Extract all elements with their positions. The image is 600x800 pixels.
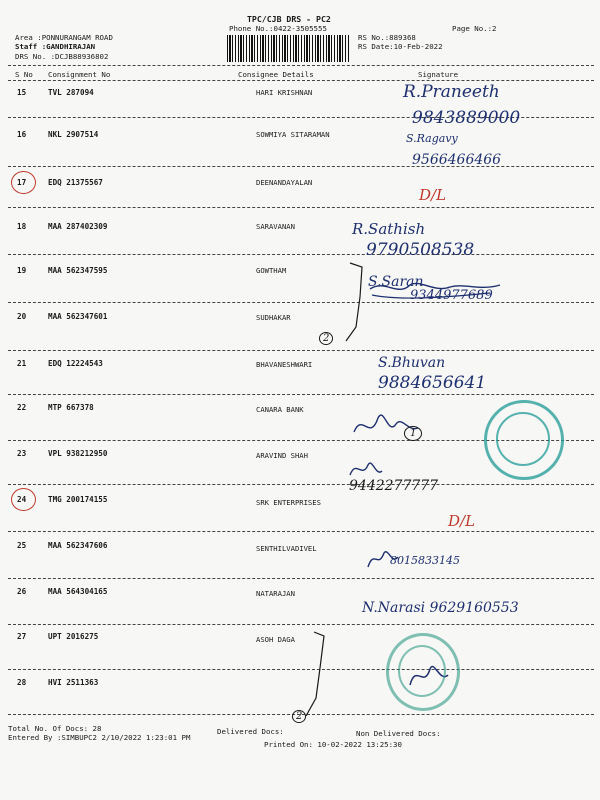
row-consignee: HARI KRISHNAN bbox=[256, 88, 313, 97]
row-consignment: UPT 2016275 bbox=[48, 632, 99, 641]
handwritten-signature: S.Ragavy bbox=[406, 132, 458, 145]
divider bbox=[8, 65, 594, 66]
row-consignment: MAA 562347606 bbox=[48, 541, 108, 550]
row-17-circle-mark bbox=[11, 171, 36, 194]
row-consignee: NATARAJAN bbox=[256, 589, 295, 598]
row-consignee: CANARA BANK bbox=[256, 405, 304, 414]
barcode bbox=[227, 35, 350, 62]
row-sno: 23 bbox=[17, 449, 27, 458]
divider bbox=[8, 531, 594, 532]
divider bbox=[8, 394, 594, 395]
divider bbox=[8, 166, 594, 167]
column-sno: S No bbox=[15, 70, 33, 79]
bracket-signature-group-1 bbox=[340, 257, 540, 352]
non-delivered-docs: Non Delivered Docs: bbox=[356, 729, 441, 738]
column-consignment: Consignment No bbox=[48, 70, 111, 79]
handwritten-phone: 9344977689 bbox=[410, 288, 493, 303]
row-sno: 17 bbox=[17, 178, 27, 187]
divider bbox=[8, 578, 594, 579]
row-consignee: BHAVANESHWARI bbox=[256, 360, 313, 369]
handwritten-circled-number: 2 bbox=[319, 332, 333, 345]
handwritten-signature: S.Saran bbox=[368, 274, 424, 290]
document-title: TPC/CJB DRS - PC2 bbox=[247, 14, 331, 24]
company-seal-stamp bbox=[386, 633, 460, 711]
row-consignment: MAA 562347595 bbox=[48, 266, 108, 275]
row-consignment: TVL 287094 bbox=[48, 88, 94, 97]
handwritten-phone: 9566466466 bbox=[412, 152, 502, 168]
row-consignment: MAA 564304165 bbox=[48, 587, 108, 596]
row-consignment: HVI 2511363 bbox=[48, 678, 99, 687]
column-signature: Signature bbox=[418, 70, 459, 79]
row-sno: 18 bbox=[17, 222, 27, 231]
row-consignment: EDQ 21375567 bbox=[48, 178, 103, 187]
divider bbox=[8, 207, 594, 208]
divider bbox=[8, 254, 594, 255]
row-consignee: DEENANDAYALAN bbox=[256, 178, 313, 187]
row-consignee: SRK ENTERPRISES bbox=[256, 498, 321, 507]
bracket-signature-group-2 bbox=[298, 628, 334, 723]
entered-by: Entered By :SIMBUPC2 2/10/2022 1:23:01 PM bbox=[8, 733, 191, 742]
phone-number: Phone No.:0422-3505555 bbox=[229, 24, 327, 33]
row-consignee: SARAVANAN bbox=[256, 222, 295, 231]
divider bbox=[8, 80, 594, 81]
row-consignee: SOWMIYA SITARAMAN bbox=[256, 130, 330, 139]
row-consignment: VPL 938212950 bbox=[48, 449, 108, 458]
row-sno: 15 bbox=[17, 88, 27, 97]
divider bbox=[8, 624, 594, 625]
printed-on: Printed On: 10-02-2022 13:25:30 bbox=[264, 740, 402, 749]
handwritten-signature: S.Bhuvan bbox=[378, 355, 446, 371]
row-consignee: ASOH DAGA bbox=[256, 635, 295, 644]
bank-seal-stamp bbox=[484, 400, 564, 480]
handwritten-signature: R.Praneeth bbox=[403, 82, 500, 102]
row-sno: 25 bbox=[17, 541, 27, 550]
row-consignment: EDQ 12224543 bbox=[48, 359, 103, 368]
row-sno: 26 bbox=[17, 587, 27, 596]
total-docs: Total No. Of Docs: 28 bbox=[8, 724, 102, 733]
row-consignment: NKL 2907514 bbox=[48, 130, 99, 139]
row-consignee: SUDHAKAR bbox=[256, 313, 291, 322]
row-sno: 20 bbox=[17, 312, 27, 321]
handwritten-circled-number: 1 bbox=[404, 426, 422, 441]
handwritten-phone: 9790508538 bbox=[366, 240, 475, 260]
row-sno: 19 bbox=[17, 266, 27, 275]
row-consignee: SENTHILVADIVEL bbox=[256, 544, 317, 553]
row-sno: 22 bbox=[17, 403, 27, 412]
row-sno: 27 bbox=[17, 632, 27, 641]
handwritten-circled-number: 2 bbox=[292, 710, 306, 723]
rs-number: RS No.:889368 bbox=[358, 33, 416, 42]
divider bbox=[8, 484, 594, 485]
row-consignee: ARAVIND SHAH bbox=[256, 451, 308, 460]
handwritten-dl-note: D/L bbox=[448, 512, 476, 530]
column-consignee: Consignee Details bbox=[238, 70, 314, 79]
row-sno: 28 bbox=[17, 678, 27, 687]
row-consignee: GOWTHAM bbox=[256, 266, 287, 275]
drs-number: DRS No. :DCJB88936802 bbox=[15, 52, 109, 61]
handwritten-dl-note: D/L bbox=[419, 186, 447, 204]
row-sno: 21 bbox=[17, 359, 27, 368]
row-consignment: TMG 200174155 bbox=[48, 495, 108, 504]
handwritten-phone: 9843889000 bbox=[412, 108, 521, 128]
rs-date: RS Date:10-Feb-2022 bbox=[358, 42, 443, 51]
area-label: Area :PONNURANGAM ROAD bbox=[15, 33, 113, 42]
row-sno: 16 bbox=[17, 130, 27, 139]
handwritten-signature: R.Sathish bbox=[352, 220, 426, 238]
row-consignment: MTP 667378 bbox=[48, 403, 94, 412]
handwritten-phone: 9884656641 bbox=[378, 373, 487, 393]
row-consignment: MAA 287402309 bbox=[48, 222, 108, 231]
staff-label: Staff :GANDHIRAJAN bbox=[15, 42, 96, 51]
page-number: Page No.:2 bbox=[452, 24, 497, 33]
handwritten-phone: 8015833145 bbox=[390, 554, 460, 567]
row-sno: 24 bbox=[17, 495, 27, 504]
delivered-docs: Delivered Docs: bbox=[217, 727, 284, 736]
handwritten-name-phone: N.Narasi 9629160553 bbox=[362, 600, 519, 616]
row-24-circle-mark bbox=[11, 488, 36, 511]
handwritten-phone: 9442277777 bbox=[349, 478, 439, 494]
row-consignment: MAA 562347601 bbox=[48, 312, 108, 321]
